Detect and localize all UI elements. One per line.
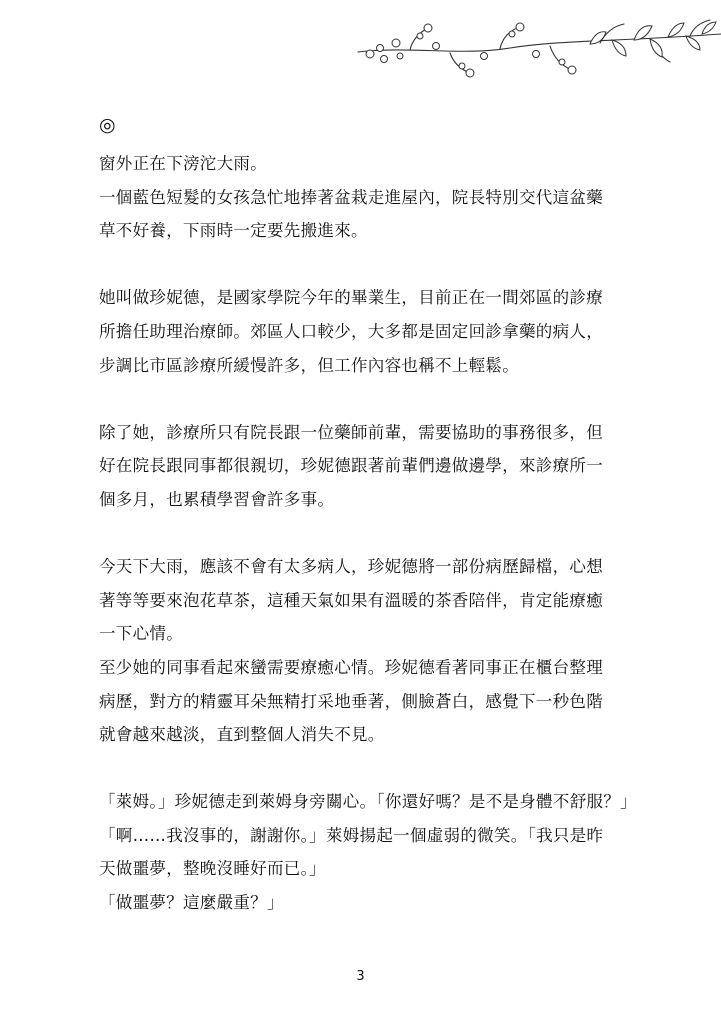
body-line: 好在院長跟同事都很親切，珍妮德跟著前輩們邊做邊學，來診療所一 <box>99 456 603 476</box>
body-line: 「萊姆。」珍妮德走到萊姆身旁關心。「你還好嗎？是不是身體不舒服？」 <box>99 792 637 812</box>
body-line: 步調比市區診療所緩慢許多，但工作內容也稱不上輕鬆。 <box>99 355 519 375</box>
section-marker: ◎ <box>99 114 116 136</box>
body-line: 窗外正在下滂沱大雨。 <box>99 154 267 173</box>
paragraph-gap <box>99 517 659 551</box>
body-line: 著等等要來泡花草茶，這種天氣如果有溫暖的茶香陪伴，肯定能療癒 <box>99 590 603 610</box>
body-line: 今天下大雨，應該不會有太多病人，珍妮德將一部份病歷歸檔，心想 <box>99 557 603 577</box>
body-line: 天做噩夢，整晚沒睡好而已。」 <box>99 859 326 879</box>
body-line: 一下心情。 <box>99 624 183 644</box>
body-line: 個多月，也累積學習會許多事。 <box>99 489 335 509</box>
body-line: 病歷，對方的精靈耳朵無精打采地垂著，側臉蒼白，感覺下一秒色階 <box>99 691 603 711</box>
body-line: 草不好養，下雨時一定要先搬進來。 <box>99 221 368 241</box>
body-line: 所擔任助理治療師。郊區人口較少，大多都是固定回診拿藥的病人， <box>99 321 603 341</box>
body-line: 她叫做珍妮德，是國家學院今年的畢業生，目前正在一間郊區的診療 <box>99 288 603 308</box>
body-line: 除了她，診療所只有院長跟一位藥師前輩，需要協助的事務很多，但 <box>99 422 603 442</box>
paragraph-gap <box>99 382 659 416</box>
body-line: 就會越來越淡，直到整個人消失不見。 <box>99 725 385 745</box>
paragraph-gap <box>99 752 659 786</box>
page-number: 3 <box>356 969 365 984</box>
body-text <box>99 147 659 920</box>
vine-ornament-icon <box>350 18 721 88</box>
body-line: 「做噩夢？這麼嚴重？」 <box>99 893 284 913</box>
paragraph-gap <box>99 248 659 282</box>
body-line: 一個藍色短髮的女孩急忙地捧著盆栽走進屋內，院長特別交代這盆藥 <box>99 187 603 207</box>
body-line: 至少她的同事看起來蠻需要療癒心情。珍妮德看著同事正在櫃台整理 <box>99 657 603 677</box>
body-line: 「啊……我沒事的，謝謝你。」萊姆揚起一個虛弱的微笑。「我只是昨 <box>99 825 604 845</box>
